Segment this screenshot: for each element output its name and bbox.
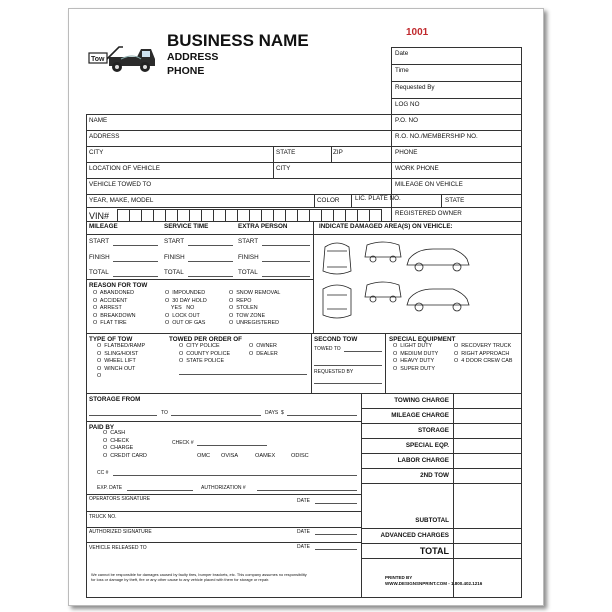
date-label: Date: [395, 50, 409, 57]
extra-start-label: START: [238, 238, 259, 245]
zip-label: ZIP: [333, 149, 343, 156]
mileage-total-label: TOTAL: [89, 269, 109, 276]
vehicle-released-label: VEHICLE RELEASED TO: [89, 545, 147, 551]
business-phone: PHONE: [167, 65, 205, 77]
work-phone-label: WORK PHONE: [395, 165, 439, 172]
truck-no-label: TRUCK NO.: [89, 514, 117, 520]
tow-truck-logo: [87, 39, 159, 75]
reason-breakdown[interactable]: O BREAKDOWN: [93, 312, 136, 319]
card-visa[interactable]: OVISA: [221, 453, 239, 459]
second-tow-title: SECOND TOW: [314, 336, 358, 343]
paid-credit-card[interactable]: O CREDIT CARD: [103, 452, 147, 459]
card-mc[interactable]: OMC: [197, 453, 211, 459]
service-finish-label: FINISH: [164, 254, 185, 261]
eq-crew-cab[interactable]: O 4 DOOR CREW CAB: [454, 358, 513, 365]
ymm-label: YEAR, MAKE, MODEL: [89, 197, 154, 204]
logo-text: Tow: [91, 56, 105, 63]
authorization-label: AUTHORIZATION #: [201, 485, 246, 491]
eq-right-approach[interactable]: O RIGHT APPROACH: [454, 350, 510, 357]
storage-from-label: STORAGE FROM: [89, 396, 141, 403]
labor-charge-label: LABOR CHARGE: [397, 457, 449, 464]
second-tow-requested-by: REQUESTED BY: [314, 369, 354, 375]
phone-label: PHONE: [395, 149, 418, 156]
storage-to-label: TO: [161, 410, 168, 416]
disclaimer-line-2: for loss or damage by theft, fire or any other cause to any vehicle placed with them for storage or repair.: [91, 577, 270, 582]
storage-dollar-label: $: [281, 410, 284, 416]
color-label: COLOR: [317, 197, 340, 204]
paid-by-title: PAID BY: [89, 424, 115, 431]
towed-per-col1[interactable]: [179, 343, 230, 366]
time-label: Time: [395, 67, 409, 74]
address-label: ADDRESS: [89, 133, 120, 140]
tow-sling[interactable]: O SLING/HOIST: [97, 350, 139, 357]
exp-date-label: EXP. DATE: [97, 485, 123, 491]
storage-days-label: DAYS: [265, 410, 279, 416]
tow-blank[interactable]: O: [97, 373, 102, 380]
towed-to-label: VEHICLE TOWED TO: [89, 181, 152, 188]
reason-col1[interactable]: [93, 290, 136, 328]
mileage-on-vehicle-label: MILEAGE ON VEHICLE: [395, 181, 463, 188]
name-label: NAME: [89, 117, 108, 124]
storage-charge-label: STORAGE: [417, 427, 449, 434]
second-tow-charge-label: 2ND TOW: [420, 472, 449, 479]
vin-label: VIN#: [89, 211, 110, 221]
type-of-tow-title: TYPE OF TOW: [89, 336, 133, 343]
mileage-finish-label: FINISH: [89, 254, 110, 261]
location-label: LOCATION OF VEHICLE: [89, 165, 160, 172]
reason-repo[interactable]: O REPO: [229, 297, 252, 304]
reason-col3[interactable]: [229, 290, 280, 328]
paid-methods[interactable]: [103, 430, 147, 460]
towed-county-police[interactable]: O COUNTY POLICE: [179, 350, 231, 357]
invoice-sheet: [68, 8, 544, 606]
advanced-charges-label: ADVANCED CHARGES: [380, 532, 449, 539]
paid-check[interactable]: O CHECK: [103, 437, 130, 444]
reason-unregistered[interactable]: O UNREGISTERED: [229, 320, 280, 327]
ro-no-label: R.O. NO./MEMBERSHIP NO.: [395, 133, 478, 140]
lic-plate-label: LIC. PLATE NO.: [355, 195, 401, 202]
service-time-header: SERVICE TIME: [164, 223, 209, 230]
reason-arrest[interactable]: O ARREST: [93, 305, 122, 312]
reason-lock-out[interactable]: O LOCK OUT: [165, 312, 200, 319]
check-no-label: CHECK #: [172, 440, 194, 446]
total-label: TOTAL: [419, 546, 449, 556]
eq-medium-duty[interactable]: O MEDIUM DUTY: [393, 350, 439, 357]
reason-impounded[interactable]: O IMPOUNDED: [165, 290, 206, 296]
reason-snow-removal[interactable]: O SNOW REMOVAL: [229, 290, 281, 296]
registered-owner-label: REGISTERED OWNER: [395, 210, 462, 217]
special-eq-col2[interactable]: [454, 343, 512, 366]
printer-site: WWW.DESIGNSNPRINT.COM - 1.800.402.1216: [385, 581, 483, 586]
extra-finish-label: FINISH: [238, 254, 259, 261]
city-label: CITY: [89, 149, 104, 156]
operator-signature-label: OPERATORS SIGNATURE: [89, 496, 151, 502]
reason-stolen[interactable]: O STOLEN: [229, 305, 258, 312]
business-address: ADDRESS: [167, 51, 219, 63]
towed-dealer[interactable]: O DEALER: [249, 350, 278, 357]
reason-yes-no[interactable]: YES NO: [170, 305, 195, 312]
printed-by-label: PRINTED BY: [385, 575, 413, 580]
ticket-number: 1001: [406, 27, 429, 38]
reason-out-of-gas[interactable]: O OUT OF GAS: [165, 320, 206, 327]
paid-cash[interactable]: O CASH: [103, 430, 126, 436]
eq-recovery-truck[interactable]: O RECOVERY TRUCK: [454, 343, 512, 349]
reason-accident[interactable]: O ACCIDENT: [93, 297, 128, 304]
released-date-label: DATE: [297, 544, 310, 550]
extra-total-label: TOTAL: [238, 269, 258, 276]
reason-30-day-hold[interactable]: O 30 DAY HOLD: [165, 297, 207, 304]
card-disc[interactable]: ODISC: [291, 453, 309, 459]
towed-per-col2[interactable]: [249, 343, 278, 358]
state-label: STATE: [276, 149, 296, 156]
service-total-label: TOTAL: [164, 269, 184, 276]
reason-abandoned[interactable]: O ABANDONED: [93, 290, 135, 296]
authorized-signature-label: AUTHORIZED SIGNATURE: [89, 529, 152, 535]
eq-heavy-duty[interactable]: O HEAVY DUTY: [393, 358, 435, 365]
tow-winch-out[interactable]: O WINCH OUT: [97, 365, 136, 372]
cc-no-label: CC #: [97, 470, 109, 476]
reason-tow-zone[interactable]: O TOW ZONE: [229, 312, 266, 319]
eq-light-duty[interactable]: O LIGHT DUTY: [393, 343, 433, 349]
mileage-charge-label: MILEAGE CHARGE: [391, 412, 449, 419]
disclaimer-line-1: We cannot be responsible for damages caused by faulty tires, bumper brackets, etc. This company assumes no responsibility: [91, 572, 307, 577]
mileage-start-label: START: [89, 238, 110, 245]
special-eq-col1[interactable]: [393, 343, 438, 373]
business-name: BUSINESS NAME: [167, 31, 309, 50]
special-eqp-charge-label: SPECIAL EQP.: [405, 442, 449, 449]
towing-charge-label: TOWING CHARGE: [394, 397, 449, 404]
reason-title: REASON FOR TOW: [89, 282, 148, 289]
second-tow-towed-to: TOWED TO: [314, 346, 341, 352]
special-equipment-title: SPECIAL EQUIPMENT: [389, 336, 456, 343]
vehicle-diagram: [317, 237, 517, 329]
towed-per-title: TOWED PER ORDER OF: [169, 336, 243, 343]
eq-super-duty[interactable]: O SUPER DUTY: [393, 365, 435, 372]
reason-col2[interactable]: [165, 290, 207, 328]
damage-title: INDICATE DAMAGED AREA(S) ON VEHICLE:: [319, 223, 453, 230]
subtotal-label: SUBTOTAL: [415, 517, 449, 524]
state2-label: STATE: [445, 197, 465, 204]
card-amex[interactable]: OAMEX: [255, 453, 276, 459]
tow-flatbed[interactable]: O FLATBED/RAMP: [97, 343, 146, 349]
towed-owner[interactable]: O OWNER: [249, 343, 277, 349]
tow-wheel-lift[interactable]: O WHEEL LIFT: [97, 358, 136, 365]
paid-charge[interactable]: O CHARGE: [103, 445, 134, 452]
type-of-tow-options[interactable]: [97, 343, 145, 381]
log-no-label: LOG NO: [395, 101, 420, 108]
po-no-label: P.O. NO: [395, 117, 418, 124]
authorized-date-label: DATE: [297, 529, 310, 535]
city2-label: CITY: [276, 165, 291, 172]
operator-date-label: DATE: [297, 498, 310, 504]
towed-city-police[interactable]: O CITY POLICE: [179, 343, 220, 349]
extra-person-header: EXTRA PERSON: [238, 223, 288, 230]
towed-state-police[interactable]: O STATE POLICE: [179, 358, 225, 365]
reason-flat-tire[interactable]: O FLAT TIRE: [93, 320, 127, 327]
mileage-header: MILEAGE: [89, 223, 118, 230]
requested-by-label: Requested By: [395, 84, 435, 91]
service-start-label: START: [164, 238, 185, 245]
